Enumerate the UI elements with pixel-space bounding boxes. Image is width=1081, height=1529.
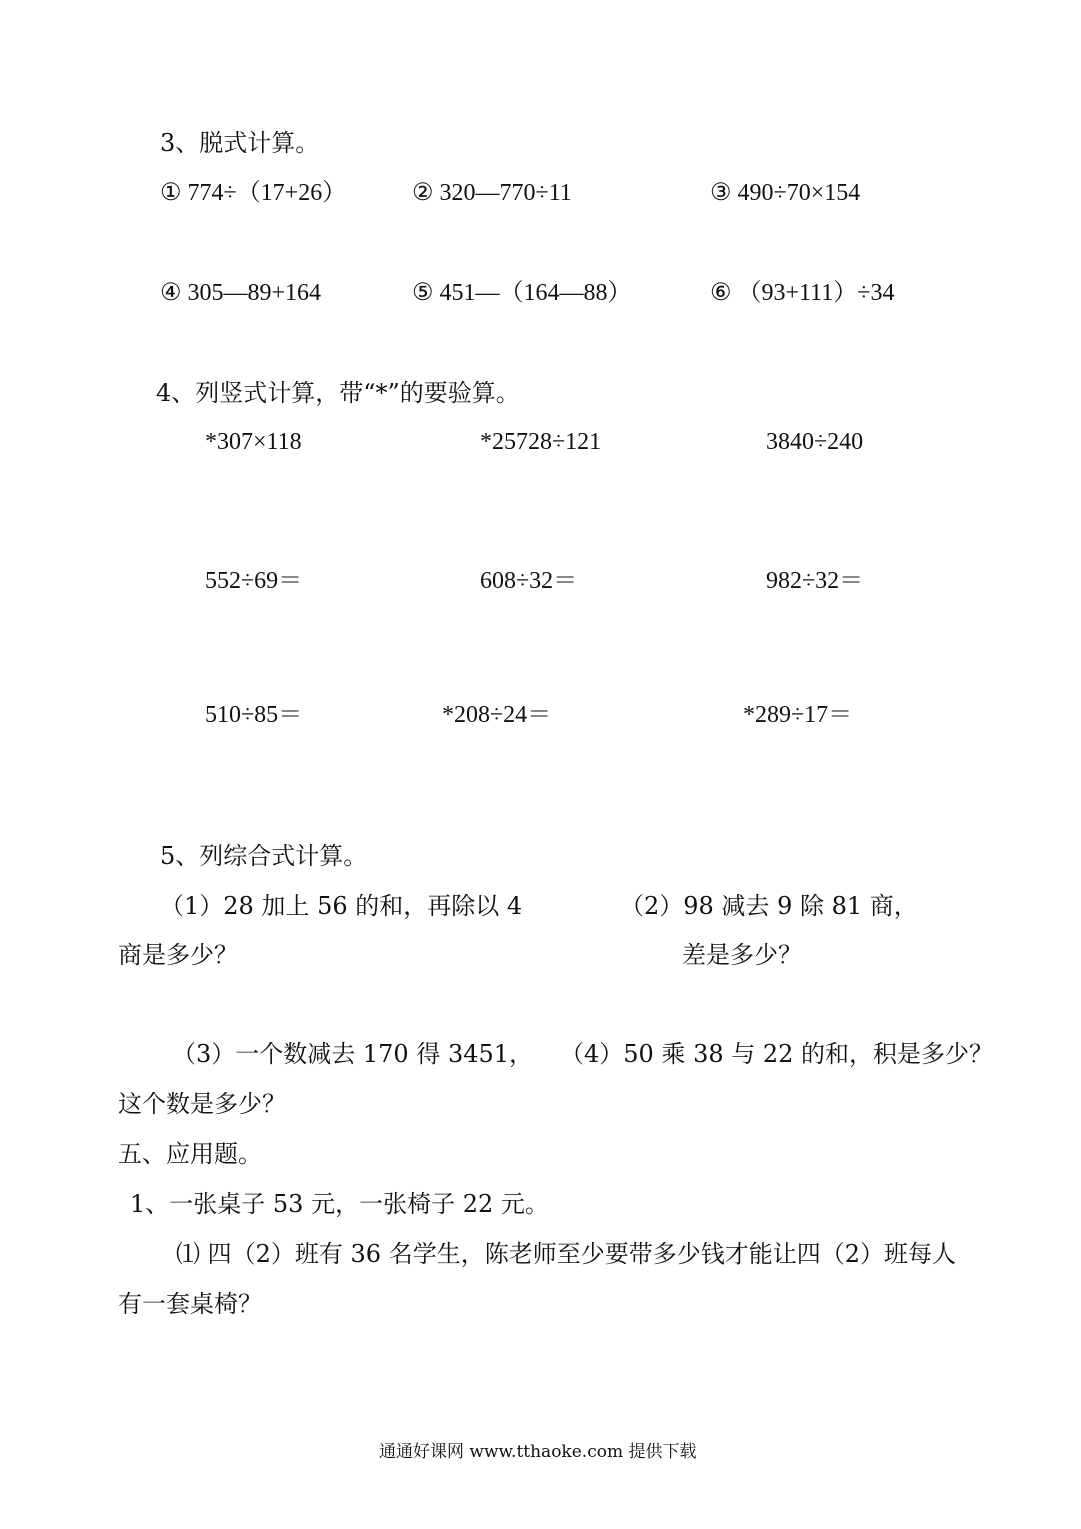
- question-5-4-line1: （4）50 乘 38 与 22 的和，积是多少？: [560, 1040, 994, 1068]
- section-5-title: 5、列综合式计算。: [160, 842, 368, 870]
- problem-4-8: *208÷24＝: [442, 702, 552, 728]
- problem-3-1: ① 774÷（17+26）: [160, 180, 347, 206]
- problem-4-9: *289÷17＝: [743, 702, 853, 728]
- problem-3-5: ⑤ 451—（164—88）: [412, 280, 632, 306]
- problem-3-6: ⑥ （93+111）÷34: [710, 280, 895, 306]
- problem-3-4: ④ 305—89+164: [160, 280, 322, 306]
- question-5-3-line2: 这个数是多少？: [118, 1090, 286, 1118]
- question-5-1-line1: （1）28 加上 56 的和，再除以 4: [160, 892, 523, 920]
- question-5-2-line2: 差是多少？: [682, 941, 802, 969]
- application-question-1-sub-line1: ⑴ 四（2）班有 36 名学生，陈老师至少要带多少钱才能让四（2）班每人: [176, 1240, 956, 1268]
- problem-3-3: ③ 490÷70×154: [710, 180, 861, 206]
- problem-4-4: 552÷69＝: [205, 568, 303, 594]
- question-5-3-line1: （3）一个数减去 170 得 3451，: [172, 1040, 534, 1068]
- application-question-1-sub-line2: 有一套桌椅？: [118, 1290, 262, 1318]
- problem-4-1: *307×118: [205, 429, 302, 455]
- problem-4-3: 3840÷240: [766, 429, 864, 455]
- problem-3-2: ② 320—770÷11: [412, 180, 572, 206]
- section-4-title: 4、列竖式计算，带“*”的要验算。: [156, 379, 520, 407]
- question-5-2-line1: （2）98 减去 9 除 81 商，: [620, 892, 918, 920]
- problem-4-2: *25728÷121: [480, 429, 602, 455]
- problem-4-5: 608÷32＝: [480, 568, 578, 594]
- page-footer: 通通好课网 www.tthaoke.com 提供下载: [379, 1442, 697, 1462]
- problem-4-7: 510÷85＝: [205, 702, 303, 728]
- problem-4-6: 982÷32＝: [766, 568, 864, 594]
- section-3-title: 3、脱式计算。: [160, 129, 320, 157]
- part-5-title: 五、应用题。: [118, 1140, 262, 1168]
- question-5-1-line2: 商是多少？: [118, 941, 238, 969]
- application-question-1: 1、一张桌子 53 元，一张椅子 22 元。: [130, 1190, 549, 1218]
